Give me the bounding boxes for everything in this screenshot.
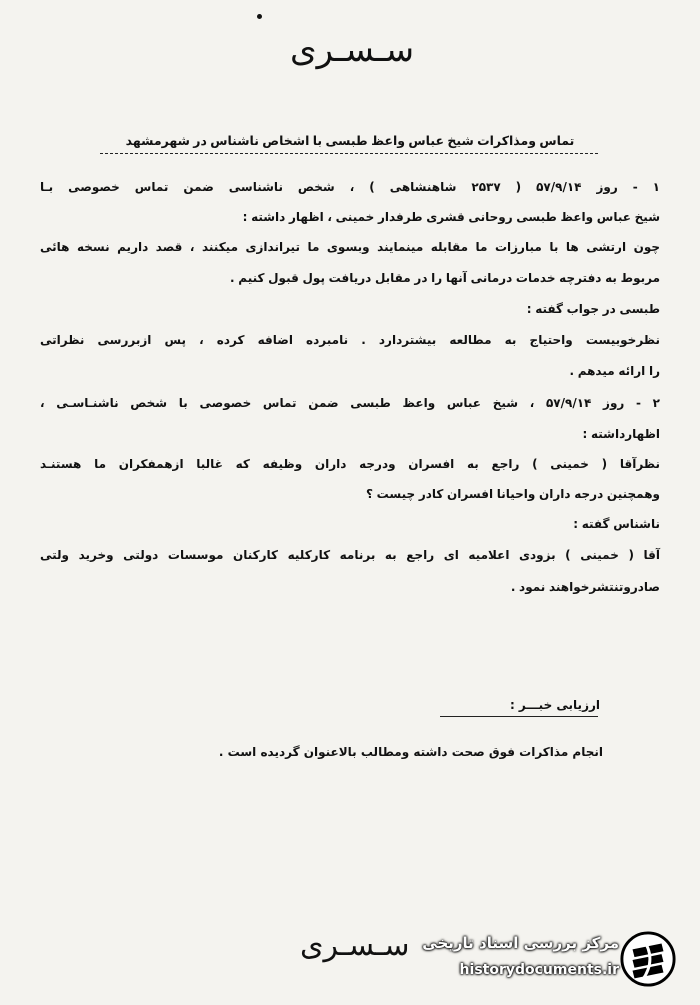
watermark-name: مرکز بررسی اسناد تاریخی <box>422 934 619 952</box>
title-underline <box>100 153 598 154</box>
classification-footer: سـسـری <box>300 928 410 963</box>
assessment-underline <box>440 716 598 717</box>
archive-emblem-icon <box>619 930 677 988</box>
body-line-1: ۱ - روز ۵۷/۹/۱۴ ( ۲۵۳۷ شاهنشاهی ) ، شخص ناشناسی ضمن تماس خصوصی بـا <box>40 180 660 194</box>
body-line-2: شیخ عباس واعظ طبسی روحانی قشری طرفدار خمینی ، اظهار داشته : <box>242 210 660 224</box>
body-line-3: چون ارتشی ها با مبارزات ما مقابله مینمایند وبسوی ما تیراندازی میکنند ، قصد داریم نسخه هائی <box>40 240 660 254</box>
ink-dot <box>257 14 262 19</box>
body-line-8: ۲ - روز ۵۷/۹/۱۴ ، شیخ عباس واعظ طبسی ضمن تماس خصوصی با شخص ناشنـاسـی ، <box>40 396 660 410</box>
assessment-text: انجام مذاکرات فوق صحت داشته ومطالب بالاعنوان گردیده است . <box>218 745 603 759</box>
body-line-11: وهمچنین درجه داران واحیانا افسران کادر چیست ؟ <box>366 487 660 501</box>
assessment-heading: ارزیابی خبـــر : <box>509 698 600 712</box>
body-line-14: صادروتنتشرخواهند نمود . <box>510 580 660 594</box>
body-line-13: آقا ( خمینی ) بزودی اعلامیه ای راجع به برنامه کارکلیه کارکنان موسسات دولتی وخرید ولتی <box>40 548 660 562</box>
body-line-5: طبسی در جواب گفته : <box>526 302 660 316</box>
classification-header: سـسـری <box>290 30 415 70</box>
body-line-6: نظرخوبیست واحتیاج به مطالعه بیشتردارد . نامبرده اضافه کرده ، پس ازبررسی نظراتی <box>40 333 660 347</box>
body-line-7: را ارائه میدهم . <box>569 364 660 378</box>
body-line-12: ناشناس گفته : <box>573 517 660 531</box>
body-line-9: اظهارداشته : <box>582 427 660 441</box>
watermark <box>417 928 679 992</box>
document-title: تماس ومذاکرات شیخ عباس واعظ طبسی با اشخاص ناشناس در شهرمشهد <box>125 133 575 148</box>
body-line-10: نظرآقا ( خمینی ) راجع به افسران ودرجه داران وظیفه که غالبا ازهمفکران ما هستنـد <box>40 457 660 471</box>
watermark-url[interactable]: historydocuments.ir <box>459 962 619 978</box>
body-line-4: مربوط به دفترچه خدمات درمانی آنها را در مقابل دریافت پول قبول کنیم . <box>230 271 660 285</box>
